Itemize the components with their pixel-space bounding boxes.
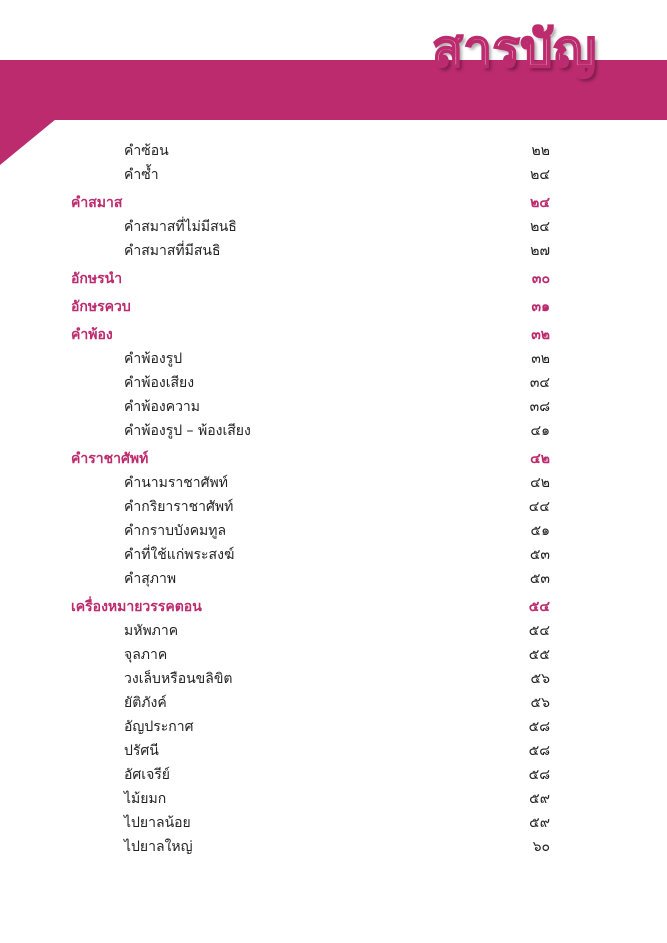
- toc-entry[interactable]: [71, 347, 550, 371]
- toc-page-number: ๔๒: [530, 475, 550, 491]
- toc-page-number: ๕๖: [530, 671, 550, 687]
- toc-entry[interactable]: [71, 811, 550, 835]
- toc-label: คำพ้องเสียง: [124, 375, 195, 391]
- toc-entry[interactable]: [71, 619, 550, 643]
- toc-page-number: ๕๔: [528, 623, 550, 639]
- toc-label: มหัพภาค: [124, 623, 179, 639]
- toc-page-number: ๕๘: [528, 743, 550, 759]
- toc-page-number: ๕๙: [529, 815, 550, 831]
- toc-page-number: ๕๑: [530, 523, 550, 539]
- toc-label: คำกราบบังคมทูล: [124, 523, 227, 539]
- toc-entry[interactable]: [71, 215, 550, 239]
- toc-page-number: ๕๙: [529, 791, 550, 807]
- toc-label: คำสมาสที่มีสนธิ: [124, 243, 221, 259]
- toc-entry[interactable]: [71, 643, 550, 667]
- toc-label: คำสมาส: [71, 195, 123, 211]
- toc-label: คำกริยาราชาศัพท์: [124, 499, 234, 515]
- toc-label: คำซ้อน: [124, 143, 169, 159]
- toc-entry[interactable]: [71, 739, 550, 763]
- toc-page-number: ๕๘: [528, 767, 550, 783]
- toc-label: คำพ้อง: [71, 327, 113, 343]
- toc-label: คำนามราชาศัพท์: [124, 475, 228, 491]
- toc-page-number: ๓๐: [531, 271, 550, 287]
- toc-label: วงเล็บหรือนขลิขิต: [124, 671, 233, 687]
- toc-entry[interactable]: [71, 395, 550, 419]
- toc-label: คำซ้ำ: [124, 167, 159, 183]
- toc-label: คำพ้องรูป: [124, 351, 183, 367]
- toc-entry[interactable]: [71, 495, 550, 519]
- toc-entry[interactable]: [71, 239, 550, 263]
- toc-page-number: ๓๒: [531, 351, 550, 367]
- toc-page-number: ๖๐: [532, 839, 550, 855]
- toc-entry[interactable]: [71, 667, 550, 691]
- toc-entry[interactable]: [71, 567, 550, 591]
- toc-page-number: ๕๘: [528, 719, 550, 735]
- toc-heading[interactable]: [71, 295, 550, 319]
- toc-entry[interactable]: [71, 715, 550, 739]
- toc-page-number: ๕๔: [528, 599, 550, 615]
- toc-entry[interactable]: [71, 691, 550, 715]
- toc-heading[interactable]: [71, 595, 550, 619]
- toc-label: ยัติภังค์: [124, 695, 167, 711]
- toc-label: คำราชาศัพท์: [71, 451, 149, 467]
- toc-label: จุลภาค: [124, 647, 168, 663]
- toc-entry[interactable]: [71, 139, 550, 163]
- toc-label: คำพ้องความ: [124, 399, 201, 415]
- toc-label: คำสุภาพ: [124, 571, 177, 587]
- toc-page-number: ๕๖: [530, 695, 550, 711]
- toc-heading[interactable]: [71, 191, 550, 215]
- toc-label: อัญประกาศ: [124, 719, 194, 735]
- toc-entry[interactable]: [71, 419, 550, 443]
- toc-page-number: ๔๒: [530, 451, 550, 467]
- toc-page-number: ๔๔: [528, 499, 550, 515]
- toc-entry[interactable]: [71, 163, 550, 187]
- toc-entry[interactable]: [71, 471, 550, 495]
- header-corner-triangle: [0, 119, 56, 165]
- toc-label: ไม้ยมก: [124, 791, 167, 807]
- toc-label: อัศเจรีย์: [124, 767, 171, 783]
- toc-page-number: ๒๔: [530, 167, 550, 183]
- toc-label: คำพ้องรูป – พ้องเสียง: [124, 423, 251, 439]
- toc-entry[interactable]: [71, 763, 550, 787]
- toc-label: อักษรควบ: [71, 299, 131, 315]
- toc-label: ปรัศนี: [124, 743, 159, 759]
- toc-page-number: ๓๑: [531, 299, 550, 315]
- toc-entry[interactable]: [71, 371, 550, 395]
- toc-page-number: ๔๑: [530, 423, 550, 439]
- toc-label: เครื่องหมายวรรคตอน: [71, 599, 202, 615]
- toc-entry[interactable]: [71, 787, 550, 811]
- toc-page-number: ๓๘: [529, 399, 550, 415]
- toc-label: คำสมาสที่ไม่มีสนธิ: [124, 219, 237, 235]
- page-title: สารบัญ: [432, 20, 597, 78]
- toc-label: อักษรนำ: [71, 271, 123, 287]
- toc-label: ไปยาลใหญ่: [124, 839, 193, 855]
- toc-entry[interactable]: [71, 519, 550, 543]
- toc-page-number: ๕๓: [529, 547, 550, 563]
- toc-page-number: ๒๔: [530, 195, 550, 211]
- toc-page-number: ๒๒: [531, 143, 550, 159]
- toc-heading[interactable]: [71, 267, 550, 291]
- toc-label: ไปยาลน้อย: [124, 815, 191, 831]
- toc-page-number: ๒๗: [530, 243, 550, 259]
- toc-page-number: ๕๕: [528, 647, 550, 663]
- toc-page-number: ๒๔: [530, 219, 550, 235]
- toc-entry[interactable]: [71, 835, 550, 859]
- toc-page-number: ๓๔: [529, 375, 550, 391]
- toc-page-number: ๓๒: [531, 327, 550, 343]
- toc-entry[interactable]: [71, 543, 550, 567]
- toc-heading[interactable]: [71, 447, 550, 471]
- table-of-contents: [71, 139, 550, 859]
- toc-heading[interactable]: [71, 323, 550, 347]
- toc-page-number: ๕๓: [529, 571, 550, 587]
- toc-label: คำที่ใช้แก่พระสงฆ์: [124, 547, 235, 563]
